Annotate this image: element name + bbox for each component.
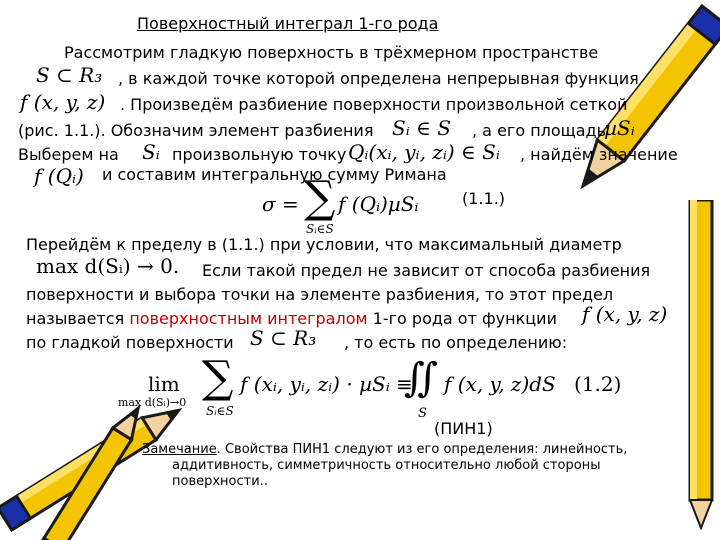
text-line-5b: произвольную точку	[172, 145, 347, 164]
page-title: Поверхностный интеграл 1-го рода	[137, 14, 439, 33]
text-line-10a: называется	[26, 309, 125, 328]
note-heading: Замечание	[142, 442, 217, 457]
sum-subscript-2: Sᵢ∈S	[206, 404, 234, 418]
formula-s-subset-r3: S ⊂ R₃	[36, 63, 103, 87]
note-line-1-text: . Свойства ПИН1 следуют из его определения: линейность,	[216, 442, 628, 457]
text-line-6: и составим интегральную сумму Римана	[102, 165, 447, 184]
formula-si: Sᵢ	[142, 140, 160, 164]
pin-label: (ПИН1)	[434, 419, 493, 438]
text-line-4a: (рис. 1.1.). Обозначим элемент разбиения	[18, 121, 374, 140]
note-line-2: аддитивность, симметричность относительно любой стороны	[172, 458, 601, 473]
text-line-9: поверхности и выбора точки на элементе разбиения, то этот предел	[26, 285, 614, 304]
note-line-1	[142, 442, 627, 458]
pencil-icon-right	[680, 200, 720, 530]
text-line-5c: , найдём значение	[520, 145, 678, 164]
pencil-icon-bottom	[0, 390, 190, 540]
formula-max-d: max d(Sᵢ) → 0.	[36, 254, 180, 278]
lim-subscript: max d(Sᵢ)→0	[118, 396, 187, 409]
lim-symbol: lim	[148, 372, 180, 396]
sigma-lhs: σ =	[262, 192, 299, 216]
double-integral-subscript: S	[418, 406, 427, 421]
text-line-11a: по гладкой поверхности	[26, 333, 234, 352]
sum-body: f (Qᵢ)µSᵢ	[338, 192, 419, 216]
term-surface-integral: поверхностным интегралом	[129, 309, 368, 328]
double-integral-symbol: ∬	[404, 355, 439, 401]
formula-f-xyz-2: f (x, y, z)	[582, 302, 668, 326]
text-line-8: Если такой предел не зависит от способа разбиения	[202, 261, 651, 280]
formula-f-qi: f (Qᵢ)	[34, 164, 84, 188]
text-line-1: Рассмотрим гладкую поверхность в трёхмерном пространстве	[64, 43, 599, 62]
text-line-3: . Произведём разбиение поверхности произвольной сеткой	[120, 95, 628, 114]
sum2-body: f (xᵢ, yᵢ, zᵢ) · µSᵢ ≡	[240, 372, 413, 396]
formula-s-subset-r3-2: S ⊂ R₃	[250, 326, 317, 350]
eq-label-1-2: (1.2)	[574, 372, 622, 396]
text-line-2: , в каждой точке которой определена непрерывная функция	[118, 69, 639, 88]
double-integral-body: f (x, y, z)dS	[444, 372, 556, 396]
formula-f-xyz: f (x, y, z)	[20, 90, 106, 114]
note-line-3: поверхности..	[172, 474, 268, 489]
text-line-10c: 1-го рода от функции	[372, 309, 557, 328]
formula-si-in-s: Sᵢ ∈ S	[392, 116, 451, 140]
eq-label-1-1: (1.1.)	[462, 189, 506, 208]
pencil-icon-top	[580, 0, 720, 230]
formula-qi: Qᵢ(xᵢ, yᵢ, zᵢ) ∈ Sᵢ	[348, 140, 500, 164]
formula-mu-si: µSᵢ	[604, 116, 635, 140]
sum-subscript: Sᵢ∈S	[306, 222, 334, 236]
text-line-4b: , а его площадь	[472, 121, 607, 140]
sum-symbol: ∑	[304, 172, 336, 223]
text-line-7: Перейдём к пределу в (1.1.) при условии, что максимальный диаметр	[26, 235, 622, 254]
sum-symbol-2: ∑	[202, 352, 234, 403]
text-line-11b: , то есть по определению:	[344, 333, 568, 352]
text-line-5a: Выберем на	[18, 145, 119, 164]
